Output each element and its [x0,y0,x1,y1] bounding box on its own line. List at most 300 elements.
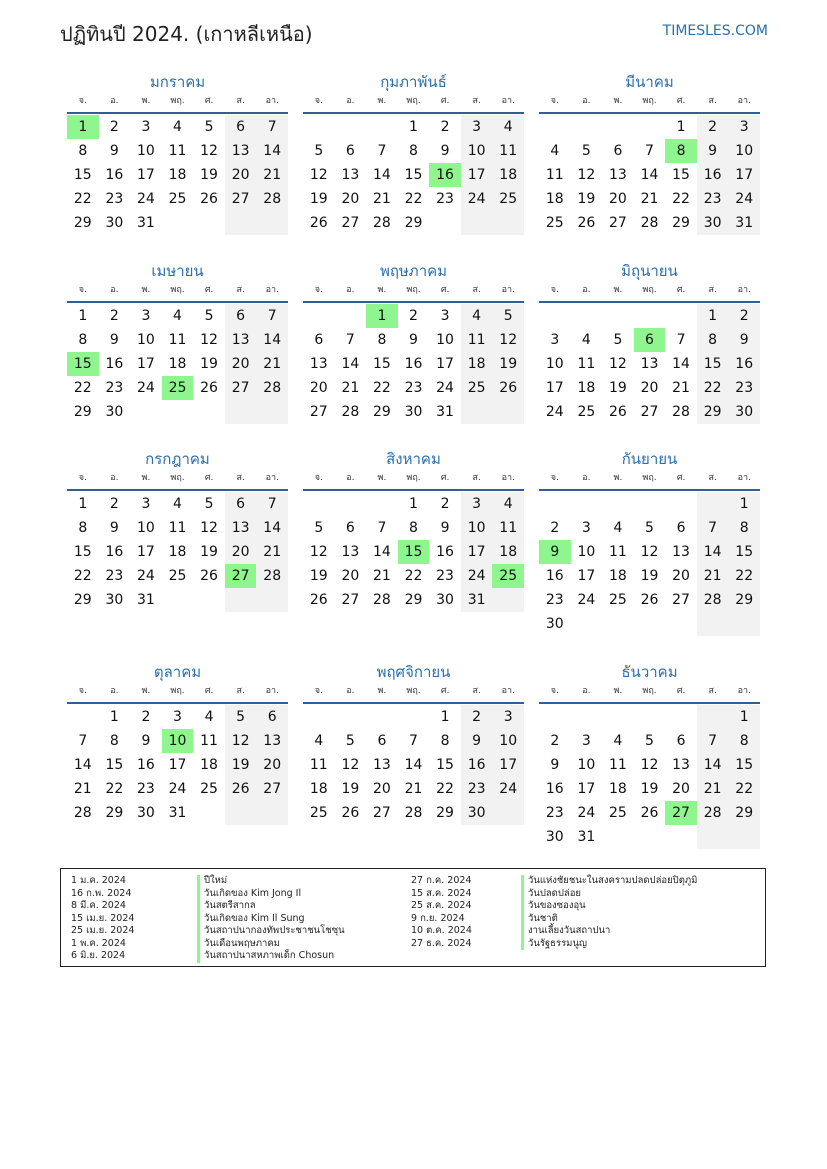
day-grid [303,492,524,612]
day-cell: 11 [309,757,328,773]
empty-day-cell [634,492,666,516]
holiday-date: 25 ส.ค. 2024 [411,900,472,911]
day-cell: 4 [492,492,524,516]
weekday-label: พ. [613,473,623,483]
day-cell: 25 [168,191,187,207]
day-cell: 14 [341,356,360,372]
weekday-label: จ. [550,686,559,696]
day-cell: 1 [728,705,760,729]
day-cell: 15 [373,356,391,372]
empty-day-cell [571,705,603,729]
holiday-day-cell: 25 [492,564,524,588]
day-cell: 7 [78,733,88,749]
day-cell: 9 [109,332,119,348]
empty-day-cell [602,825,634,849]
weekday-label: อา. [737,686,751,696]
day-cell: 7 [645,143,654,159]
holiday-day-cell: 27 [665,801,697,825]
day-cell: 30 [105,404,124,420]
day-cell: 29 [373,404,391,420]
day-cell: 3 [440,308,450,324]
day-cell: 24 [577,805,596,821]
day-cell: 30 [545,616,564,632]
month-name: เมษายน [151,262,204,280]
empty-day-cell [193,588,225,612]
empty-day-cell [162,400,194,424]
day-cell: 22 [373,380,391,396]
day-cell: 11 [168,520,187,536]
day-cell: 7 [256,304,288,328]
day-cell: 5 [314,143,324,159]
weekday-label: อา. [737,96,751,106]
day-cell: 15 [728,753,760,777]
page-title: ปฏิทินปี 2024. (เกาหลีเหนือ) [60,22,313,46]
day-cell: 8 [78,520,88,536]
weekday-label: ส. [472,96,481,106]
weekday-label: พฤ. [406,686,421,696]
day-cell: 30 [461,801,493,825]
day-cell: 25 [545,215,564,231]
day-cell: 12 [200,520,218,536]
day-cell: 6 [345,520,355,536]
day-cell: 13 [225,328,257,352]
weekday-label: พ. [141,473,151,483]
empty-day-cell [697,492,729,516]
day-cell: 7 [256,115,288,139]
day-cell: 9 [109,143,119,159]
day-cell: 22 [73,568,92,584]
weekday-label: อ. [582,473,591,483]
holiday-names-column-2 [521,875,697,950]
day-cell: 5 [613,332,623,348]
month-7 [67,447,288,612]
day-cell: 24 [137,568,155,584]
empty-day-cell [665,705,697,729]
empty-day-cell [539,492,571,516]
weekday-label: พฤ. [642,96,657,106]
day-cell: 29 [672,215,690,231]
empty-day-cell [539,705,571,729]
empty-day-cell [492,400,524,424]
day-cell: 17 [461,540,493,564]
holiday-day-cell: 25 [162,376,194,400]
holiday-date: 15 ส.ค. 2024 [411,887,472,899]
day-cell: 4 [173,119,182,135]
holiday-name: วันสถาปนาสหภาพเด็ก Chosun [197,950,345,963]
day-cell: 9 [697,139,729,163]
day-cell: 19 [341,781,360,797]
day-cell: 1 [440,709,450,725]
day-cell: 8 [409,143,418,159]
day-cell: 1 [676,119,686,135]
day-cell: 26 [200,568,218,584]
weekday-label: จ. [78,96,87,106]
month-8 [303,447,524,612]
empty-day-cell [634,304,666,328]
empty-day-cell [539,115,571,139]
day-cell: 18 [609,568,627,584]
holiday-name: งานเลี้ยงวันสถาปนา [521,925,697,938]
day-cell: 4 [550,143,560,159]
month-11 [303,660,524,825]
day-cell: 30 [545,829,564,845]
empty-day-cell [665,492,697,516]
day-grid [539,492,760,636]
empty-day-cell [335,115,367,139]
day-cell: 11 [168,143,187,159]
day-cell: 12 [640,544,659,560]
day-cell: 24 [436,380,454,396]
empty-day-cell [429,211,461,235]
day-cell: 16 [137,757,155,773]
day-cell: 26 [225,777,257,801]
day-cell: 14 [672,356,690,372]
weekday-label: ส. [708,96,717,106]
day-cell: 22 [73,191,92,207]
holiday-date: 10 ต.ค. 2024 [411,925,472,936]
weekday-label: อา. [265,473,279,483]
day-cell: 15 [697,352,729,376]
empty-day-cell [303,705,335,729]
day-cell: 5 [345,733,355,749]
day-cell: 7 [697,729,729,753]
empty-day-cell [256,400,288,424]
day-cell: 26 [341,805,360,821]
month-name: มิถุนายน [621,262,678,280]
weekday-label: อ. [582,686,591,696]
day-cell: 8 [409,520,418,536]
day-cell: 4 [613,520,623,536]
day-cell: 11 [609,757,627,773]
empty-day-cell [697,612,729,636]
day-cell: 2 [109,496,119,512]
day-cell: 13 [672,757,690,773]
day-cell: 29 [728,588,760,612]
day-cell: 13 [672,544,690,560]
empty-day-cell [602,304,634,328]
day-cell: 9 [109,520,119,536]
weekday-label: พ. [141,96,151,106]
weekday-label: อา. [501,473,515,483]
day-cell: 3 [461,492,493,516]
day-cell: 25 [609,805,627,821]
day-cell: 15 [73,167,92,183]
weekday-label: ศ. [204,285,214,295]
day-cell: 26 [640,805,659,821]
empty-day-cell [634,612,666,636]
weekday-label: ศ. [676,473,686,483]
weekday-label: พ. [377,96,387,106]
day-cell: 31 [137,592,155,608]
day-cell: 9 [440,520,450,536]
weekday-label: พฤ. [170,285,185,295]
day-cell: 1 [409,119,418,135]
day-cell: 23 [137,781,155,797]
day-cell: 13 [341,544,360,560]
empty-day-cell [571,612,603,636]
day-cell: 23 [697,187,729,211]
weekday-header [539,94,760,114]
empty-day-cell [67,705,99,729]
weekday-label: อา. [737,473,751,483]
day-grid [67,705,288,825]
day-cell: 19 [640,781,659,797]
day-cell: 8 [78,332,88,348]
day-cell: 3 [581,520,591,536]
day-cell: 24 [728,187,760,211]
holiday-day-cell: 15 [67,352,99,376]
day-cell: 22 [73,380,92,396]
day-cell: 6 [345,143,355,159]
day-cell: 14 [256,516,288,540]
day-cell: 16 [404,356,423,372]
holiday-name: วันเกิดของ Kim Jong Il [197,888,345,901]
weekday-label: ส. [472,473,481,483]
day-cell: 18 [545,191,564,207]
day-cell: 17 [137,544,155,560]
empty-day-cell [335,705,367,729]
weekday-label: พฤ. [170,473,185,483]
empty-day-cell [602,612,634,636]
day-cell: 6 [225,304,257,328]
holiday-day-cell: 1 [67,115,99,139]
day-cell: 26 [309,592,328,608]
day-cell: 24 [137,191,155,207]
empty-day-cell [193,211,225,235]
weekday-label: พฤ. [642,473,657,483]
day-cell: 25 [309,805,328,821]
day-cell: 2 [728,304,760,328]
weekday-label: อ. [110,285,119,295]
day-cell: 7 [256,492,288,516]
day-cell: 8 [377,332,387,348]
holiday-name: วันปลดปล่อย [521,888,697,901]
empty-day-cell [492,211,524,235]
day-cell: 12 [225,729,257,753]
holiday-date: 16 ก.พ. 2024 [71,887,132,899]
weekday-label: ส. [236,96,245,106]
weekday-label: อา. [737,285,751,295]
day-grid [67,492,288,612]
holiday-dates-column-2 [411,875,472,950]
month-name: มกราคม [149,73,206,91]
weekday-header [303,471,524,491]
day-cell: 16 [105,167,124,183]
day-cell: 27 [309,404,328,420]
empty-day-cell [335,304,367,328]
weekday-label: พฤ. [642,285,657,295]
day-cell: 17 [461,163,493,187]
day-cell: 21 [256,540,288,564]
day-cell: 29 [73,592,92,608]
day-cell: 8 [728,729,760,753]
day-cell: 8 [728,516,760,540]
day-cell: 21 [73,781,92,797]
day-cell: 6 [676,520,686,536]
day-cell: 28 [256,376,288,400]
month-name: พฤศจิกายน [376,663,451,681]
day-cell: 11 [545,167,564,183]
empty-day-cell [571,115,603,139]
day-cell: 29 [404,592,423,608]
holiday-name: วันสตรีสากล [197,900,345,913]
month-9 [539,447,760,636]
day-cell: 24 [492,777,524,801]
day-cell: 21 [256,163,288,187]
day-cell: 30 [137,805,155,821]
weekday-label: อา. [265,96,279,106]
day-cell: 23 [436,191,454,207]
day-cell: 17 [577,781,596,797]
day-cell: 14 [73,757,92,773]
month-name: กรกฎาคม [145,450,210,468]
weekday-label: ศ. [204,473,214,483]
day-cell: 8 [109,733,119,749]
day-cell: 2 [697,115,729,139]
weekday-label: จ. [314,686,323,696]
empty-day-cell [602,705,634,729]
empty-day-cell [366,115,398,139]
day-cell: 5 [314,520,324,536]
day-cell: 3 [141,496,151,512]
day-cell: 17 [545,380,564,396]
day-cell: 1 [409,496,418,512]
day-cell: 23 [436,568,454,584]
day-cell: 23 [545,805,564,821]
day-cell: 11 [200,733,218,749]
day-cell: 9 [461,729,493,753]
day-cell: 21 [640,191,659,207]
day-cell: 9 [409,332,418,348]
empty-day-cell [256,588,288,612]
day-cell: 28 [373,592,391,608]
day-cell: 6 [314,332,324,348]
weekday-label: จ. [78,285,87,295]
day-cell: 21 [404,781,423,797]
day-cell: 22 [697,376,729,400]
day-cell: 28 [73,805,92,821]
empty-day-cell [225,211,257,235]
day-cell: 19 [200,167,218,183]
month-2 [303,70,524,235]
month-6 [539,259,760,424]
day-cell: 14 [373,544,391,560]
empty-day-cell [193,801,225,825]
holiday-day-cell: 10 [162,729,194,753]
empty-day-cell [461,211,493,235]
weekday-label: จ. [314,285,323,295]
holiday-date: 25 เม.ย. 2024 [71,925,135,936]
day-grid [303,705,524,825]
day-cell: 18 [168,544,187,560]
day-cell: 2 [141,709,151,725]
weekday-label: จ. [78,473,87,483]
weekday-label: อา. [501,686,515,696]
weekday-label: พ. [613,285,623,295]
weekday-label: ส. [472,285,481,295]
brand-link[interactable]: TIMESLES.COM [662,23,768,39]
day-grid [303,115,524,235]
day-cell: 7 [345,332,355,348]
day-cell: 25 [168,568,187,584]
weekday-label: พ. [613,96,623,106]
day-cell: 10 [577,757,596,773]
day-cell: 2 [440,496,450,512]
day-cell: 21 [256,352,288,376]
day-cell: 27 [640,404,659,420]
day-cell: 3 [141,308,151,324]
day-cell: 28 [697,801,729,825]
day-cell: 23 [105,191,124,207]
day-cell: 18 [200,757,218,773]
day-cell: 24 [461,564,493,588]
day-cell: 25 [492,187,524,211]
month-5 [303,259,524,424]
day-cell: 15 [436,757,454,773]
day-cell: 31 [137,215,155,231]
weekday-header [539,471,760,491]
holiday-date: 27 ธ.ค. 2024 [411,937,472,949]
day-cell: 4 [173,496,182,512]
weekday-label: อ. [346,686,355,696]
day-cell: 14 [256,328,288,352]
weekday-header [67,94,288,114]
day-cell: 24 [545,404,564,420]
empty-day-cell [303,115,335,139]
holiday-date: 27 ก.ค. 2024 [411,875,472,886]
day-cell: 20 [225,163,257,187]
empty-day-cell [225,588,257,612]
day-cell: 26 [200,191,218,207]
holiday-name: วันเดือนพฤษภาคม [197,938,345,951]
weekday-label: ส. [472,686,481,696]
empty-day-cell [492,588,524,612]
day-cell: 4 [204,709,214,725]
day-cell: 24 [461,187,493,211]
day-cell: 13 [341,167,360,183]
day-cell: 20 [309,380,328,396]
holiday-day-cell: 8 [665,139,697,163]
day-cell: 17 [436,356,454,372]
holiday-day-cell: 1 [366,304,398,328]
holiday-dates-column-1 [71,875,134,963]
day-cell: 3 [173,709,182,725]
day-cell: 1 [728,492,760,516]
day-cell: 18 [309,781,328,797]
day-cell: 12 [492,328,524,352]
day-cell: 17 [137,356,155,372]
weekday-label: ศ. [440,96,450,106]
day-cell: 27 [609,215,627,231]
day-cell: 22 [672,191,690,207]
day-cell: 4 [173,308,182,324]
holiday-name: วันสถาปนากองทัพประชาชนโชซุน [197,925,345,938]
day-cell: 27 [373,805,391,821]
empty-day-cell [728,612,760,636]
day-cell: 20 [672,568,690,584]
day-cell: 7 [409,733,418,749]
holiday-date: 8 มี.ค. 2024 [71,900,126,911]
day-cell: 31 [168,805,187,821]
day-cell: 19 [200,544,218,560]
day-cell: 3 [728,115,760,139]
day-cell: 26 [577,215,596,231]
day-cell: 3 [141,119,151,135]
empty-day-cell [130,400,162,424]
day-cell: 20 [640,380,659,396]
day-cell: 27 [672,592,690,608]
day-cell: 11 [168,332,187,348]
